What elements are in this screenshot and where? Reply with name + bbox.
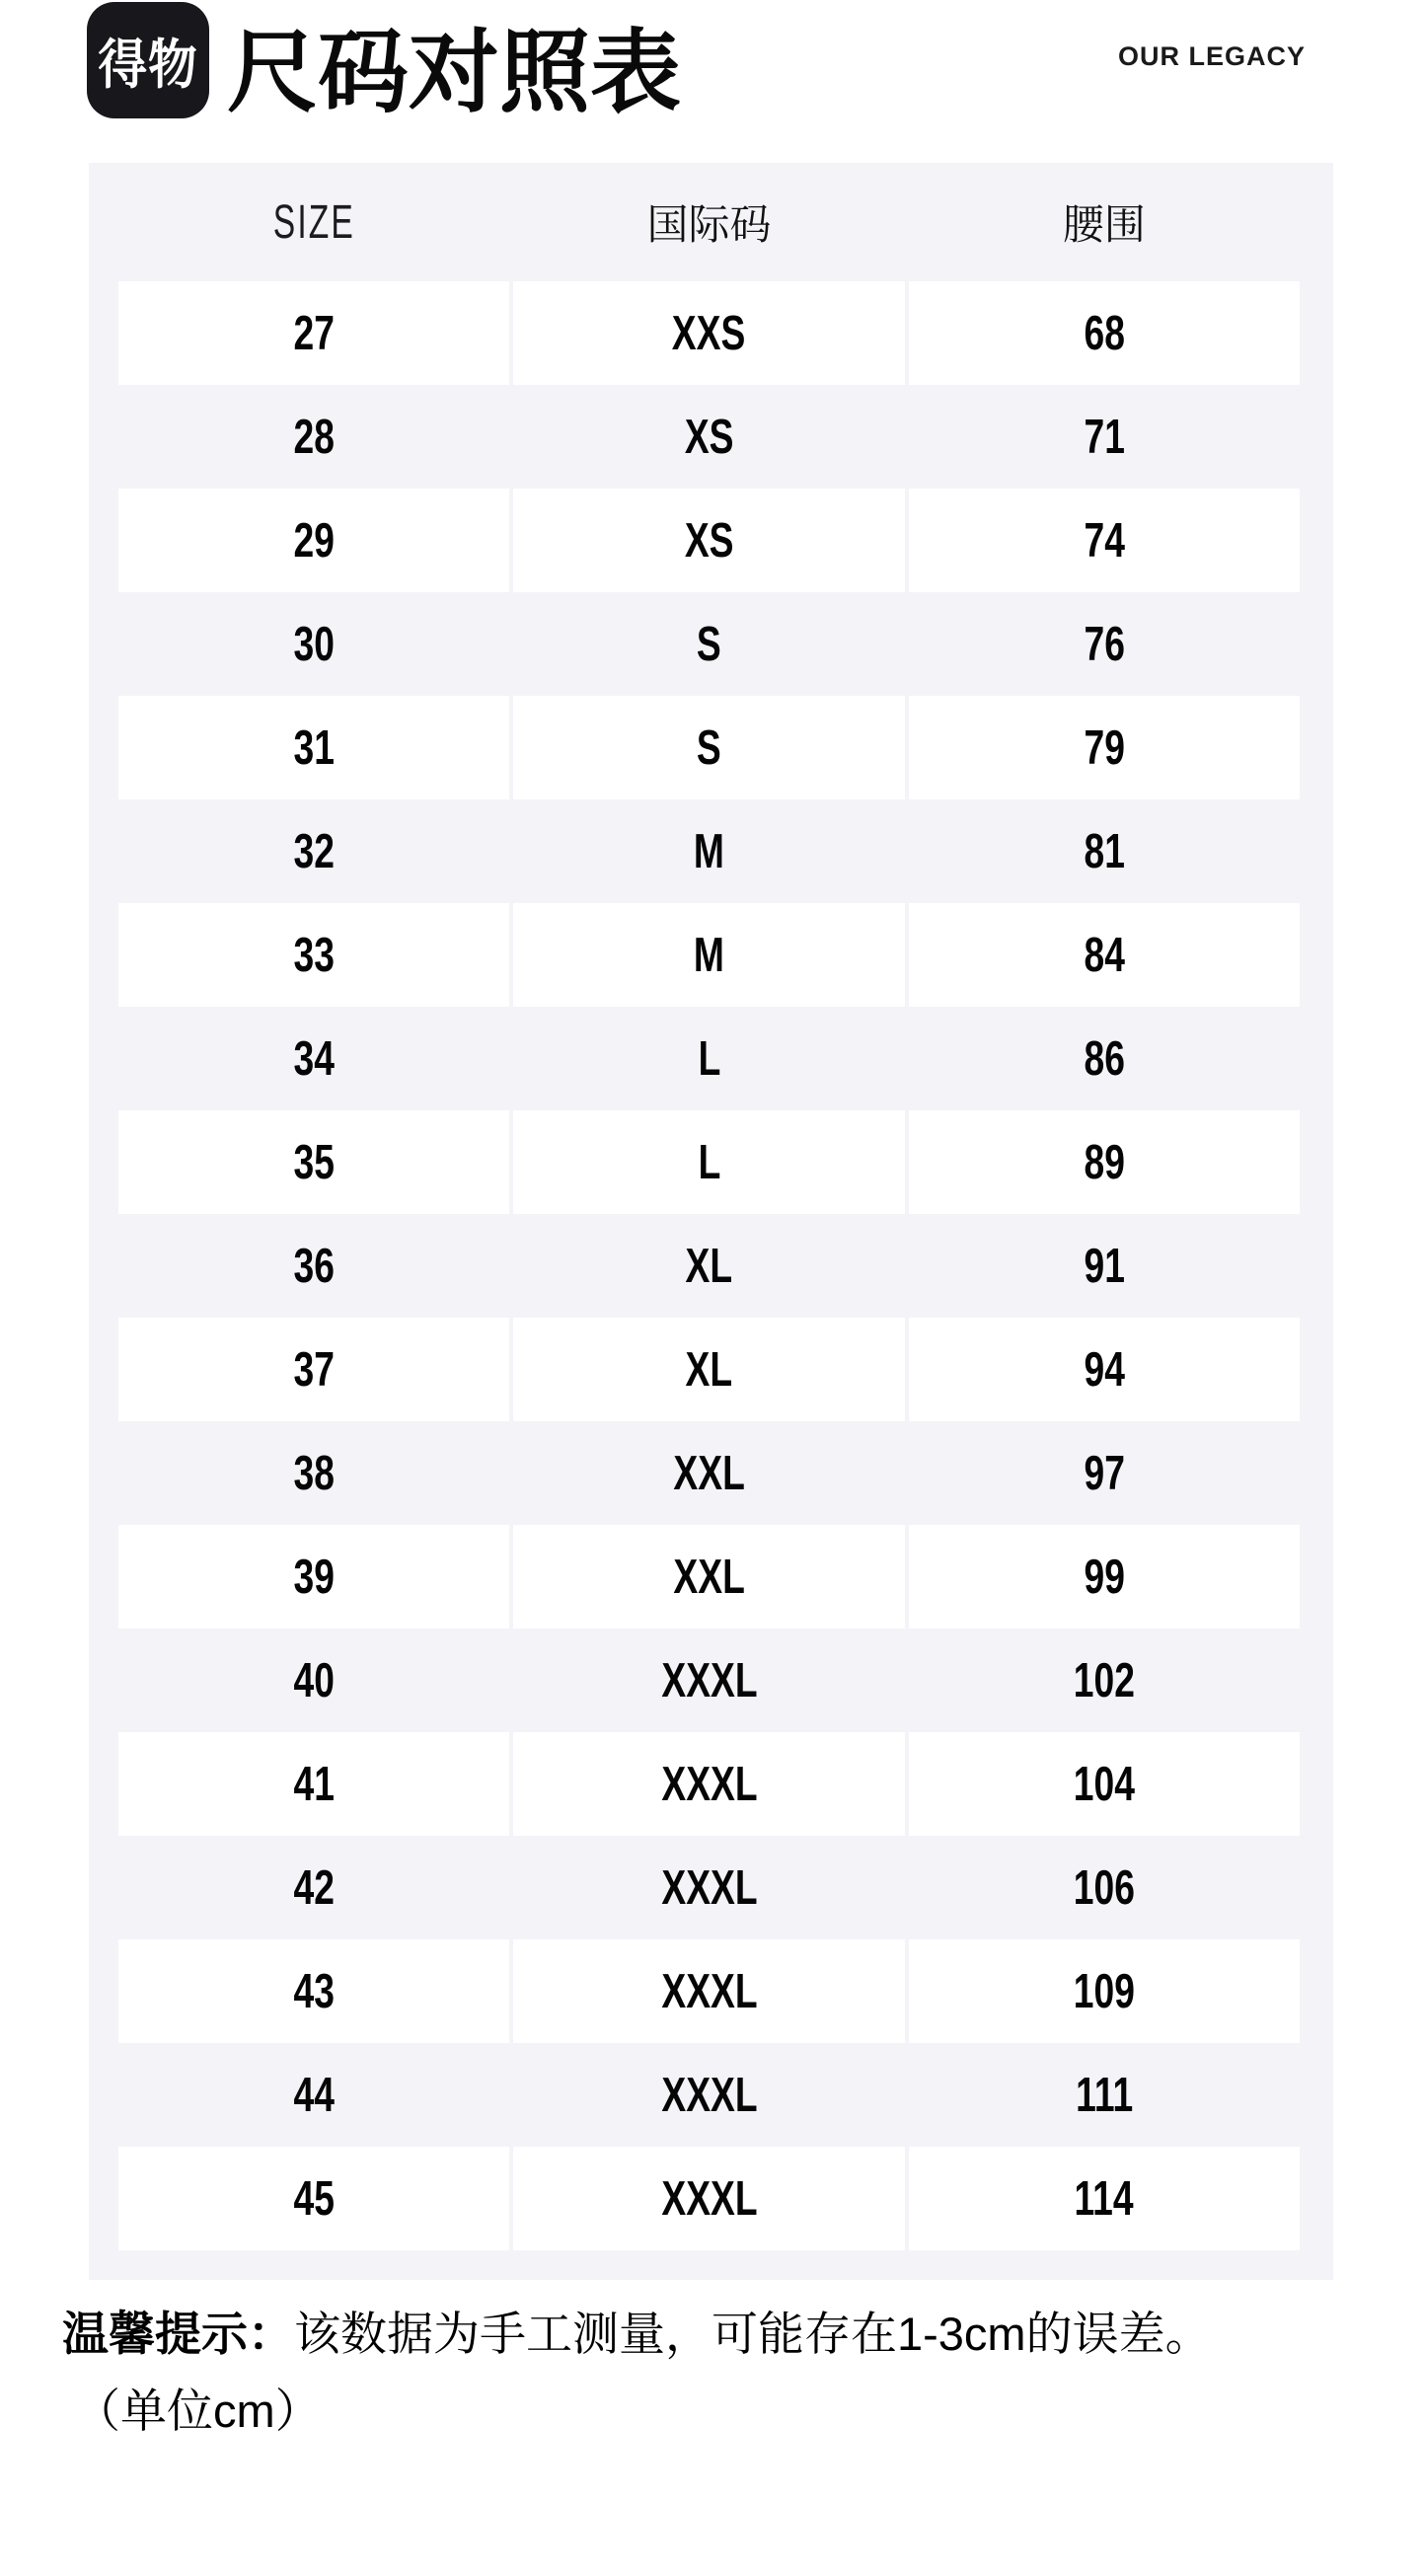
waist-cell [909, 281, 1300, 385]
size-value: 31 [293, 720, 335, 775]
intl-size-value: S [697, 720, 721, 775]
footer-note [62, 2296, 1335, 2450]
waist-cell [909, 2147, 1300, 2250]
waist-value: 104 [1073, 1757, 1135, 1811]
waist-value: 109 [1073, 1964, 1135, 2018]
intl-size-cell [513, 489, 904, 592]
size-value: 36 [293, 1239, 335, 1293]
size-value: 44 [293, 2068, 335, 2122]
size-cell [118, 1629, 509, 1732]
table-row [118, 1318, 1300, 1421]
intl-size-cell [513, 1214, 904, 1318]
size-value: 37 [293, 1342, 335, 1397]
size-cell [118, 1421, 509, 1525]
size-value: 32 [293, 824, 335, 878]
size-cell [118, 1007, 509, 1110]
waist-value: 114 [1074, 2171, 1134, 2226]
size-cell [118, 489, 509, 592]
waist-cell [909, 1110, 1300, 1214]
size-cell [118, 1318, 509, 1421]
table-row [118, 2043, 1300, 2147]
waist-cell [909, 1214, 1300, 1318]
waist-value: 94 [1084, 1342, 1125, 1397]
size-value: 39 [293, 1550, 335, 1604]
table-row [118, 489, 1300, 592]
intl-size-cell [513, 2043, 904, 2147]
waist-value: 89 [1084, 1135, 1125, 1189]
size-cell [118, 903, 509, 1007]
intl-size-cell [513, 903, 904, 1007]
waist-cell [909, 489, 1300, 592]
table-row [118, 1732, 1300, 1836]
table-row [118, 1421, 1300, 1525]
waist-value: 74 [1084, 513, 1125, 568]
waist-value: 106 [1073, 1860, 1135, 1915]
table-row [118, 903, 1300, 1007]
waist-cell [909, 1525, 1300, 1629]
waist-cell [909, 1939, 1300, 2043]
page-title: 尺码对照表 [227, 23, 682, 123]
intl-size-cell [513, 385, 904, 489]
intl-size-cell [513, 1732, 904, 1836]
intl-size-value: XXXL [660, 1757, 758, 1811]
intl-size-cell [513, 1110, 904, 1214]
waist-value: 76 [1084, 617, 1125, 671]
waist-cell [909, 1629, 1300, 1732]
table-row [118, 696, 1300, 799]
intl-size-value: XXL [673, 1446, 745, 1500]
waist-value: 102 [1073, 1653, 1135, 1707]
intl-size-value: M [693, 824, 725, 878]
unit-line: （单位cm） [74, 2385, 322, 2438]
waist-value: 84 [1084, 928, 1125, 982]
size-value: 29 [293, 513, 335, 568]
intl-size-value: XS [684, 513, 734, 568]
table-row [118, 1007, 1300, 1110]
waist-cell [909, 2043, 1300, 2147]
size-cell [118, 2043, 509, 2147]
waist-cell [909, 385, 1300, 489]
table-row [118, 281, 1300, 385]
waist-cell [909, 592, 1300, 696]
size-cell [118, 696, 509, 799]
size-cell [118, 592, 509, 696]
intl-size-cell [513, 1525, 904, 1629]
intl-size-cell [513, 1007, 904, 1110]
column-header-waist: 腰围 [1062, 201, 1146, 248]
table-row [118, 2147, 1300, 2250]
intl-size-value: XXXL [660, 1653, 758, 1707]
size-value: 27 [293, 306, 335, 360]
table-row [118, 799, 1300, 903]
column-header-size: SIZE [272, 195, 355, 249]
intl-size-value: XL [685, 1342, 733, 1397]
waist-cell [909, 903, 1300, 1007]
size-cell [118, 1836, 509, 1939]
intl-size-cell [513, 281, 904, 385]
size-value: 38 [293, 1446, 335, 1500]
brand-name: OUR LEGACY [1117, 41, 1306, 71]
dewu-logo [87, 2, 209, 118]
waist-value: 111 [1075, 2068, 1133, 2122]
size-value: 40 [293, 1653, 335, 1707]
intl-size-cell [513, 1836, 904, 1939]
table-row [118, 1836, 1300, 1939]
size-cell [118, 1939, 509, 2043]
table-row [118, 1629, 1300, 1732]
intl-size-value: M [693, 928, 725, 982]
intl-size-value: XL [685, 1239, 733, 1293]
size-value: 34 [293, 1031, 335, 1086]
table-header-row [118, 163, 1300, 281]
intl-size-cell [513, 1939, 904, 2043]
waist-cell [909, 1318, 1300, 1421]
waist-value: 99 [1084, 1550, 1125, 1604]
size-cell [118, 1732, 509, 1836]
notice-text: 该数据为手工测量，可能存在1-3cm的误差。 [294, 2308, 1212, 2360]
waist-cell [909, 1836, 1300, 1939]
intl-size-value: S [697, 617, 721, 671]
table-body [118, 281, 1300, 2250]
table-row [118, 592, 1300, 696]
size-value: 45 [293, 2171, 335, 2226]
notice-line [62, 2296, 1335, 2373]
intl-size-value: XXL [673, 1550, 745, 1604]
intl-size-cell [513, 1421, 904, 1525]
size-cell [118, 1214, 509, 1318]
size-value: 30 [293, 617, 335, 671]
column-header-intl-size: 国际码 [646, 201, 772, 248]
intl-size-value: L [698, 1135, 720, 1189]
intl-size-cell [513, 1629, 904, 1732]
waist-value: 86 [1084, 1031, 1125, 1086]
waist-value: 97 [1084, 1446, 1125, 1500]
waist-value: 91 [1084, 1239, 1125, 1293]
waist-value: 79 [1084, 720, 1125, 775]
page-header [0, 0, 1424, 163]
intl-size-cell [513, 696, 904, 799]
intl-size-value: XXXL [660, 2171, 758, 2226]
intl-size-cell [513, 592, 904, 696]
intl-size-value: XXXL [660, 1860, 758, 1915]
size-value: 28 [293, 410, 335, 464]
size-value: 43 [293, 1964, 335, 2018]
intl-size-value: XXXL [660, 1964, 758, 2018]
table-row [118, 1214, 1300, 1318]
notice-label: 温馨提示： [62, 2308, 294, 2360]
waist-value: 68 [1084, 306, 1125, 360]
waist-value: 71 [1084, 410, 1125, 464]
waist-cell [909, 1007, 1300, 1110]
size-value: 42 [293, 1860, 335, 1915]
size-cell [118, 281, 509, 385]
size-cell [118, 799, 509, 903]
intl-size-value: XXS [672, 306, 746, 360]
intl-size-value: L [698, 1031, 720, 1086]
size-cell [118, 385, 509, 489]
waist-cell [909, 799, 1300, 903]
waist-cell [909, 1732, 1300, 1836]
dewu-logo-text: 得物 [98, 35, 198, 95]
table-row [118, 385, 1300, 489]
size-chart-table [89, 163, 1333, 2280]
size-value: 33 [293, 928, 335, 982]
size-cell [118, 1110, 509, 1214]
waist-cell [909, 696, 1300, 799]
table-row [118, 1939, 1300, 2043]
intl-size-cell [513, 799, 904, 903]
intl-size-cell [513, 2147, 904, 2250]
waist-value: 81 [1084, 824, 1125, 878]
waist-cell [909, 1421, 1300, 1525]
intl-size-value: XS [684, 410, 734, 464]
size-cell [118, 1525, 509, 1629]
table-row [118, 1525, 1300, 1629]
size-value: 41 [293, 1757, 335, 1811]
intl-size-value: XXXL [660, 2068, 758, 2122]
size-cell [118, 2147, 509, 2250]
intl-size-cell [513, 1318, 904, 1421]
table-row [118, 1110, 1300, 1214]
size-value: 35 [293, 1135, 335, 1189]
